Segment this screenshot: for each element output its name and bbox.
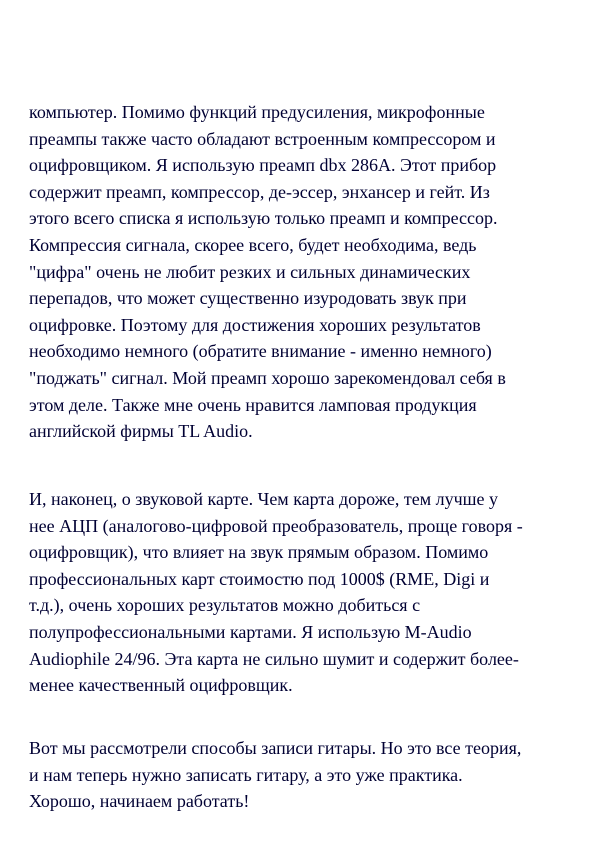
text-line: английской фирмы TL Audio. <box>29 421 253 442</box>
text-line: Audiophile 24/96. Эта карта не сильно шумит и содержит более- <box>29 648 519 669</box>
text-line: Хорошо, начинаем работать! <box>29 791 250 812</box>
text-line: этого всего списка я использую только преамп и компрессор. <box>29 208 498 229</box>
text-line: профессиональных карт стоимостю под 1000$ (RME, Digi и <box>29 568 490 589</box>
text-line: полупрофессиональными картами. Я использую M-Audio <box>29 621 472 642</box>
paragraph-preamp <box>29 99 569 445</box>
text-line: Компрессия сигнала, скорее всего, будет необходима, ведь <box>29 234 477 255</box>
text-line: компьютер. Помимо функций предусиления, микрофонные <box>29 102 485 122</box>
text-line: менее качественный оцифровщик. <box>29 675 293 696</box>
text-line: и нам теперь нужно записать гитару, а это уже практика. <box>29 764 463 785</box>
text-line: перепадов, что может существенно изуродовать звук при <box>29 288 467 309</box>
text-line: оцифровщиком. Я использую преамп dbx 286A. Этот прибор <box>29 155 497 176</box>
text-line: т.д.), очень хороших результатов можно добиться с <box>29 595 421 616</box>
text-line: преампы также часто обладают встроенным компрессором и <box>29 128 496 149</box>
paragraph-conclusion <box>29 735 569 815</box>
text-line: оцифровке. Поэтому для достижения хороших результатов <box>29 314 481 335</box>
text-line: нее АЦП (аналогово-цифровой преобразователь, проще говоря - <box>29 515 523 536</box>
text-line: необходимо немного (обратите внимание - именно немного) <box>29 341 492 362</box>
text-line: И, наконец, о звуковой карте. Чем карта дороже, тем лучше у <box>29 489 499 509</box>
text-line: оцифровщик), что влияет на звук прямым образом. Помимо <box>29 542 489 563</box>
text-line: "поджать" сигнал. Мой преамп хорошо зарекомендовал себя в <box>29 367 506 388</box>
text-line: Вот мы рассмотрели способы записи гитары. Но это все теория, <box>29 738 522 758</box>
text-line: этом деле. Также мне очень нравится ламповая продукция <box>29 394 477 415</box>
text-line: "цифра" очень не любит резких и сильных динамических <box>29 261 471 282</box>
paragraph-sound-card <box>29 486 569 699</box>
text-line: содержит преамп, компрессор, де-эссер, энхансер и гейт. Из <box>29 181 490 202</box>
